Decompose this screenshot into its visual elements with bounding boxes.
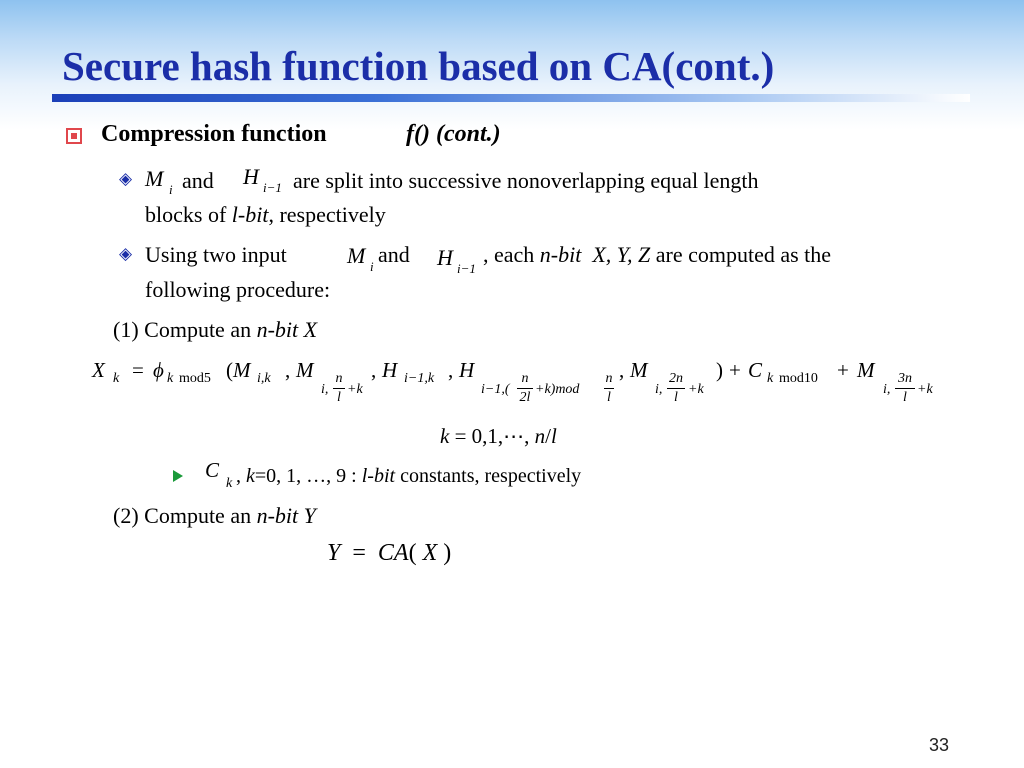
- formula-x-comma4: ,: [619, 358, 625, 382]
- formula-k-range: k = 0,1,⋯, n/l: [440, 424, 557, 448]
- formula-x-h2: H: [459, 358, 475, 382]
- formula-x-comma3: ,: [448, 358, 454, 382]
- bullet2-m-sub: i: [370, 259, 374, 274]
- formula-x-frac1: n l: [333, 371, 345, 406]
- formula-x-m2-sub: i,: [321, 382, 329, 397]
- step2-text: (2) Compute an n-bit Y: [113, 503, 316, 528]
- formula-x-plus-k4: +k: [917, 382, 933, 397]
- bullet2-text-a: Using two input: [145, 242, 287, 267]
- slide-title: Secure hash function based on CA(cont.): [62, 43, 775, 89]
- formula-x-m1: M: [233, 358, 251, 382]
- formula-x-frac3: n l: [605, 371, 613, 405]
- title-underline: [52, 94, 970, 102]
- formula-x-phi-sub-k: k: [167, 371, 174, 386]
- formula-x-h2-sub-b: +k)mod: [535, 382, 580, 397]
- triangle-bullet-icon: [173, 470, 183, 482]
- bullet2-h-sub: i−1: [457, 261, 476, 276]
- diamond-bullet-icon: ◈: [118, 244, 133, 263]
- bullet2-text-b: , each n-bit X, Y, Z are computed as the: [483, 242, 832, 267]
- bullet2-m: M: [347, 243, 366, 268]
- bullet2-line2: following procedure:: [145, 277, 331, 302]
- sub-bullet-text: , k=0, 1, …, 9 : l-bit constants, respectively: [236, 465, 582, 487]
- diamond-bullet-icon: ◈: [118, 169, 133, 188]
- formula-x-c-sub-k: k: [767, 371, 774, 386]
- formula-x-m2: M: [296, 358, 314, 382]
- formula-x-phi: ϕ: [153, 358, 164, 382]
- formula-x-h1-sub: i−1,k: [404, 371, 435, 386]
- formula-x-h1: H: [382, 358, 398, 382]
- bullet1-h-sub: i−1: [263, 180, 282, 195]
- formula-x-plus2: +: [837, 358, 849, 382]
- formula-x-m3: M: [630, 358, 648, 382]
- formula-x-m4: M: [857, 358, 875, 382]
- formula-x-phi-sub-mod: mod5: [179, 371, 211, 386]
- bullet2-h: H: [437, 245, 453, 270]
- heading-label: Compression function: [101, 121, 327, 147]
- formula-x-plus1: +: [729, 358, 741, 382]
- bullet1-m: M: [145, 166, 164, 191]
- formula-x-open: (: [226, 358, 233, 382]
- formula-x-comma1: ,: [285, 358, 291, 382]
- bullet1-h: H: [243, 164, 259, 189]
- formula-x-m4-sub: i,: [883, 382, 891, 397]
- formula-x-c: C: [748, 358, 763, 382]
- page-number: 33: [928, 735, 949, 755]
- formula-x-frac4: 2n l: [669, 371, 683, 405]
- square-bullet-icon: [66, 128, 82, 144]
- heading-function: f() (cont.): [406, 121, 501, 147]
- formula-x-eq: =: [132, 358, 144, 382]
- formula-x-lhs: X: [92, 358, 105, 382]
- step1-text: (1) Compute an n-bit X: [113, 317, 318, 342]
- formula-x-close: ): [716, 358, 723, 382]
- sub-bullet-c-sub: k: [226, 476, 233, 491]
- formula-x-comma2: ,: [371, 358, 377, 382]
- formula-y: Y = CA( X ): [327, 540, 452, 566]
- sub-bullet-c: C: [205, 458, 220, 482]
- bullet1-text: are split into successive nonoverlapping equal length: [293, 168, 759, 193]
- formula-x-m3-sub: i,: [655, 382, 663, 397]
- formula-x-lhs-sub: k: [113, 371, 120, 386]
- bullet1-m-sub: i: [169, 182, 173, 197]
- formula-x-m1-sub: i,k: [257, 371, 271, 386]
- formula-x-plus-k1: +k: [347, 382, 363, 397]
- formula-x-frac5: 3n l: [895, 371, 915, 406]
- bullet1-line2: blocks of l-bit, respectively: [145, 202, 386, 227]
- formula-x-plus-k3: +k: [688, 382, 704, 397]
- formula-x-c-sub-mod: mod10: [779, 371, 818, 386]
- formula-x-h2-sub-a: i−1,(: [481, 382, 510, 397]
- bullet2-and: and: [378, 242, 410, 267]
- bullet1-and: and: [182, 168, 214, 193]
- formula-x-frac2: n 2l: [517, 371, 533, 406]
